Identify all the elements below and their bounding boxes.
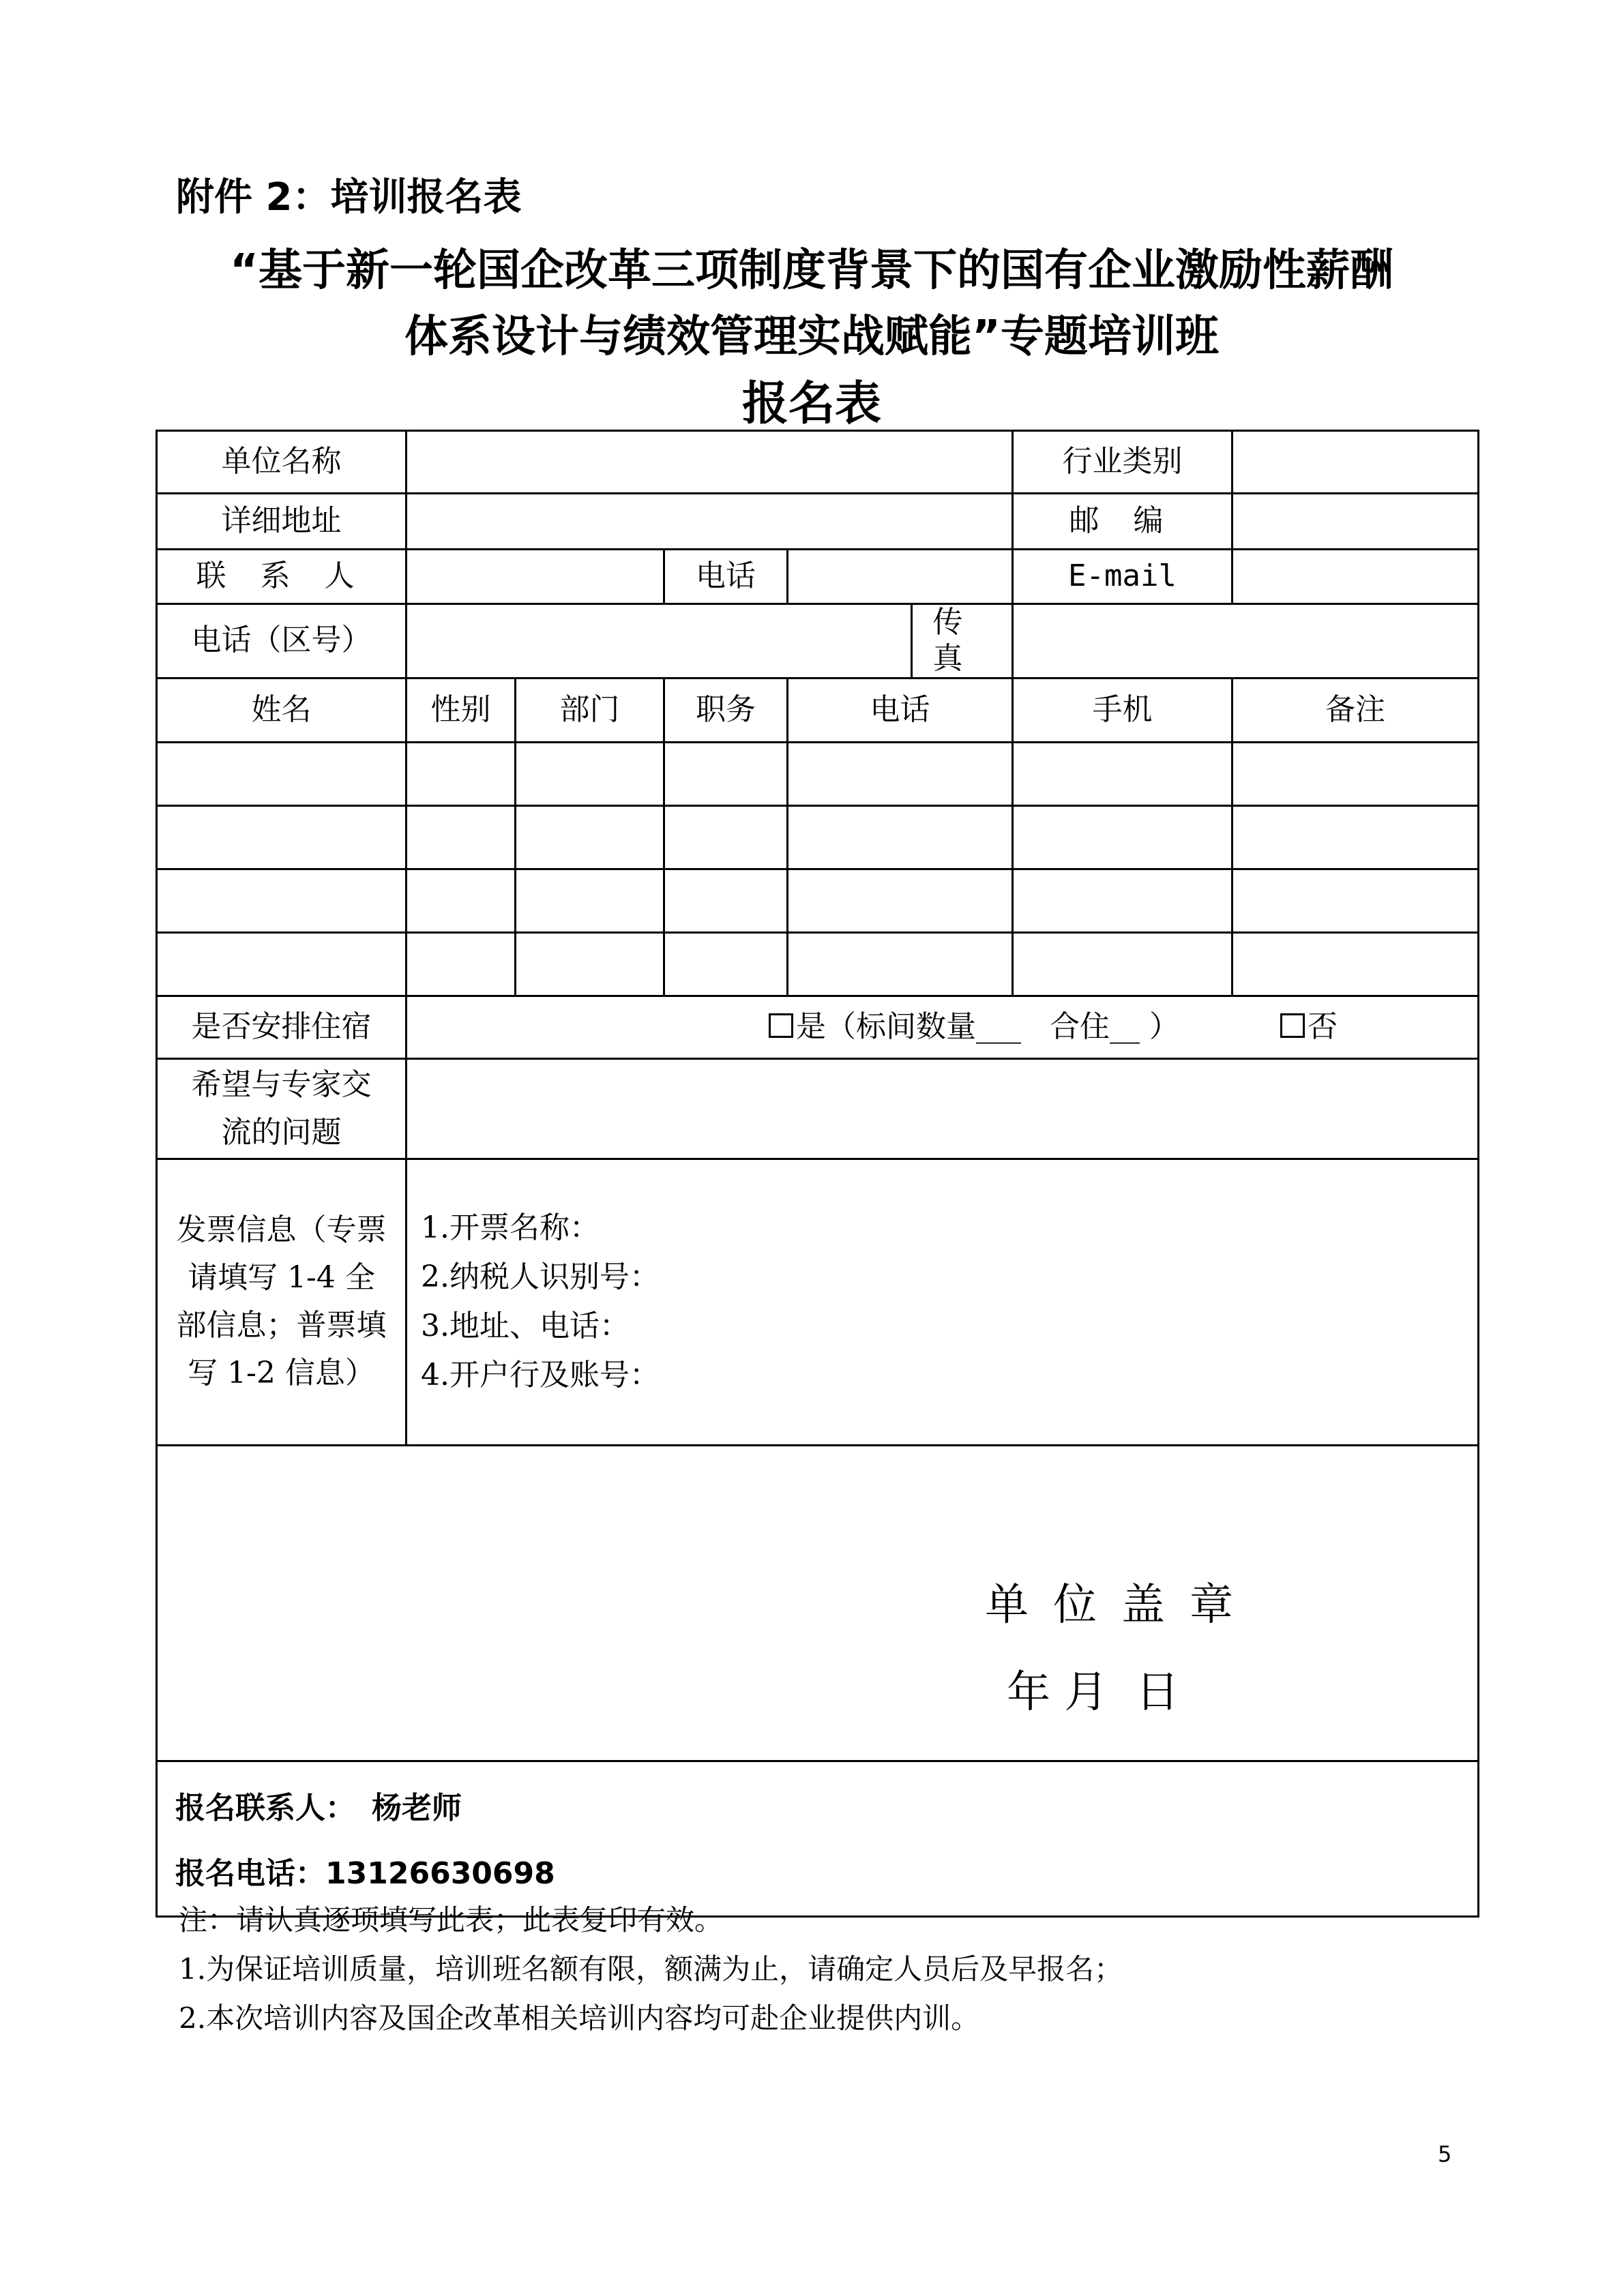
name-cell[interactable]	[157, 932, 407, 996]
mobile-cell[interactable]	[1013, 742, 1232, 805]
phone-field[interactable]	[788, 550, 1013, 604]
position-cell[interactable]	[664, 805, 788, 869]
position-cell[interactable]	[664, 742, 788, 805]
fax-label: 传 真	[912, 604, 1013, 679]
notes	[179, 1896, 1123, 2043]
remarks-cell[interactable]	[1232, 742, 1479, 805]
invoice-item: 3.地址、电话：	[421, 1309, 630, 1344]
header-gender: 性别	[407, 678, 516, 742]
phone-cell[interactable]	[788, 742, 1013, 805]
lodging-label: 是否安排住宿	[157, 996, 407, 1058]
table-row	[157, 742, 1479, 805]
remarks-cell[interactable]	[1232, 805, 1479, 869]
header-department: 部门	[516, 678, 664, 742]
table-row	[157, 869, 1479, 932]
date-label: 年 月 日	[1007, 1667, 1180, 1718]
lodging-options	[407, 996, 1479, 1058]
lodging-no-label: 否	[1307, 1009, 1338, 1044]
email-field[interactable]	[1232, 550, 1479, 604]
lodging-yes-checkbox[interactable]	[769, 1013, 793, 1038]
remarks-cell[interactable]	[1232, 932, 1479, 996]
phone-cell[interactable]	[788, 869, 1013, 932]
email-label: E-mail	[1013, 550, 1232, 604]
note-line: 1.为保证培训质量，培训班名额有限，额满为止，请确定人员后及早报名；	[179, 1952, 1123, 1986]
questions-field[interactable]	[407, 1058, 1479, 1159]
invoice-label	[157, 1159, 407, 1445]
contact-person-field[interactable]	[407, 550, 664, 604]
invoice-label-line: 写 1-2 信息）	[188, 1356, 375, 1391]
header-mobile: 手机	[1013, 678, 1232, 742]
note-line: 2.本次培训内容及国企改革相关培训内容均可赴企业提供内训。	[179, 2001, 980, 2035]
invoice-label-line: 发票信息（专票	[176, 1212, 387, 1248]
remarks-cell[interactable]	[1232, 869, 1479, 932]
industry-field[interactable]	[1232, 431, 1479, 494]
mobile-cell[interactable]	[1013, 869, 1232, 932]
header-name: 姓名	[157, 678, 407, 742]
postcode-field[interactable]	[1232, 494, 1479, 550]
gender-cell[interactable]	[407, 742, 516, 805]
phone-cell[interactable]	[788, 805, 1013, 869]
invoice-item: 2.纳税人识别号：	[421, 1259, 660, 1295]
header-phone: 电话	[788, 678, 1013, 742]
address-label: 详细地址	[157, 494, 407, 550]
contact-phone-title: 报名电话：	[175, 1855, 325, 1891]
questions-label-line: 希望与专家交	[191, 1067, 372, 1102]
fax-field[interactable]	[1013, 604, 1479, 679]
unit-name-field[interactable]	[407, 431, 1013, 494]
contact-person-title: 报名联系人：	[175, 1790, 355, 1825]
department-cell[interactable]	[516, 805, 664, 869]
gender-cell[interactable]	[407, 932, 516, 996]
invoice-label-line: 请填写 1-4 全	[188, 1260, 375, 1296]
name-cell[interactable]	[157, 869, 407, 932]
phone-label: 电话	[664, 550, 788, 604]
attachment-heading: 附件 2：培训报名表	[176, 175, 522, 220]
lodging-yes-label: 是（标间数量___ 合住__ ）	[796, 1009, 1179, 1044]
address-field[interactable]	[407, 494, 1013, 550]
department-cell[interactable]	[516, 932, 664, 996]
mobile-cell[interactable]	[1013, 932, 1232, 996]
registration-contact	[157, 1761, 1479, 1916]
form-title: 报名表	[741, 377, 881, 431]
questions-label-line: 流的问题	[221, 1114, 342, 1150]
postcode-label: 邮 编	[1013, 494, 1232, 550]
department-cell[interactable]	[516, 742, 664, 805]
contact-phone-number: 13126630698	[325, 1855, 555, 1891]
name-cell[interactable]	[157, 805, 407, 869]
area-phone-label: 电话（区号）	[157, 604, 407, 679]
invoice-item: 1.开票名称：	[421, 1210, 600, 1246]
industry-label: 行业类别	[1013, 431, 1232, 494]
table-row	[157, 805, 1479, 869]
lodging-no-checkbox[interactable]	[1280, 1013, 1305, 1038]
unit-name-label: 单位名称	[157, 431, 407, 494]
invoice-label-line: 部信息；普票填	[176, 1308, 387, 1343]
department-cell[interactable]	[516, 869, 664, 932]
position-cell[interactable]	[664, 869, 788, 932]
gender-cell[interactable]	[407, 869, 516, 932]
mobile-cell[interactable]	[1013, 805, 1232, 869]
gender-cell[interactable]	[407, 805, 516, 869]
invoice-field[interactable]	[407, 1159, 1479, 1445]
contact-person-name: 杨老师	[372, 1790, 462, 1825]
position-cell[interactable]	[664, 932, 788, 996]
title-line-2: 体系设计与绩效管理实战赋能”专题培训班	[404, 312, 1220, 362]
area-phone-field[interactable]	[407, 604, 912, 679]
registration-form	[156, 430, 1479, 1918]
table-row	[157, 932, 1479, 996]
page-number: 5	[1438, 2141, 1452, 2167]
header-remarks: 备注	[1232, 678, 1479, 742]
name-cell[interactable]	[157, 742, 407, 805]
contact-person-label: 联 系 人	[157, 550, 407, 604]
note-line: 注：请认真逐项填写此表；此表复印有效。	[179, 1903, 724, 1937]
unit-stamp-label: 单位盖章	[985, 1579, 1258, 1630]
phone-cell[interactable]	[788, 932, 1013, 996]
header-position: 职务	[664, 678, 788, 742]
questions-label	[157, 1058, 407, 1159]
title-line-1: “基于新一轮国企改革三项制度背景下的国有企业激励性薪酬	[229, 245, 1394, 296]
invoice-item: 4.开户行及账号：	[421, 1358, 660, 1393]
stamp-area[interactable]	[157, 1445, 1479, 1761]
